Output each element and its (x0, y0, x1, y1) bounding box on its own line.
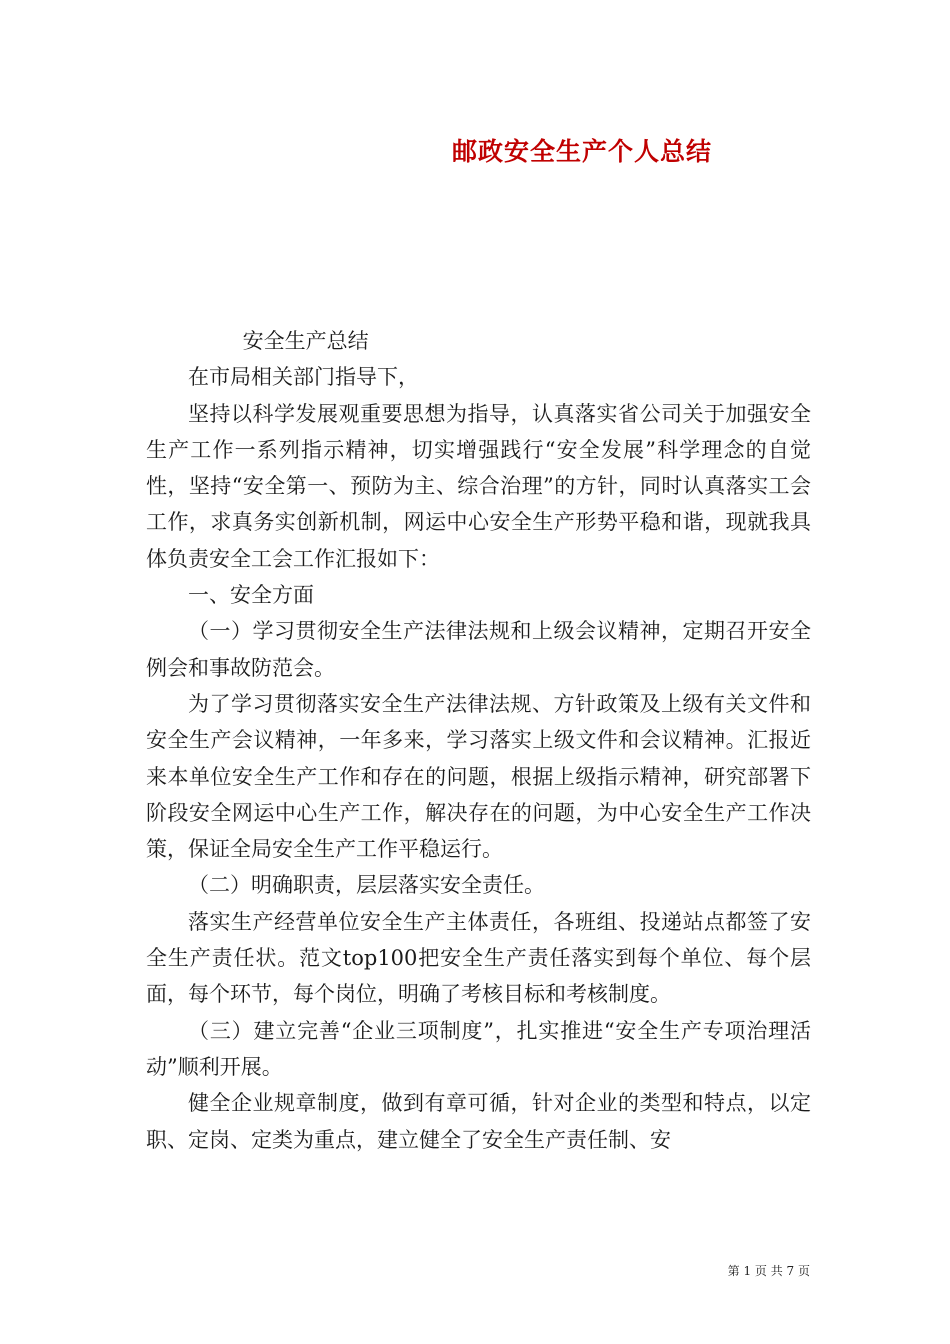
paragraph: （二）明确职责，层层落实安全责任。 (188, 873, 545, 898)
paragraph: 健全企业规章制度，做到有章可循，针对企业的类型和特点，以定职、定岗、定类为重点，建立健全了安全生产责任制、安 (146, 1091, 811, 1152)
paragraph: 为了学习贯彻落实安全生产法律法规、方针政策及上级有关文件和安全生产会议精神，一年多来，学习落实上级文件和会议精神。汇报近来本单位安全生产工作和存在的问题，根据上级指示精神，研究部署下阶段安全网运中心生产工作，解决存在的问题，为中心安全生产工作决策，保证全局安全生产工作平稳运行。 (146, 691, 811, 862)
section-heading: 安全生产总结 (242, 329, 369, 353)
paragraph: 一、安全方面 (188, 583, 314, 608)
page-number: 第 1 页 共 7 页 (727, 1264, 810, 1278)
paragraph: 坚持以科学发展观重要思想为指导，认真落实省公司关于加强安全生产工作一系列指示精神，切实增强践行“安全发展”科学理念的自觉性，坚持“安全第一、预防为主、综合治理”的方针，同时认真落实工会工作，求真务实创新机制，网运中心安全生产形势平稳和谐，现就我具体负责安全工会工作汇报如下： (146, 401, 811, 571)
paragraph: （三）建立完善“企业三项制度”，扎实推进“安全生产专项治理活动”顺利开展。 (146, 1018, 811, 1079)
paragraph: 落实生产经营单位安全生产主体责任，各班组、投递站点都签了安全生产责任状。范文top100把安全生产责任落实到每个单位、每个层面，每个环节，每个岗位，明确了考核目标和考核制度。 (146, 909, 811, 1007)
page-title: 邮政安全生产个人总结 (452, 137, 713, 166)
paragraph: 在市局相关部门指导下， (188, 365, 419, 390)
document-body (146, 323, 811, 1158)
paragraph: （一）学习贯彻安全生产法律法规和上级会议精神，定期召开安全例会和事故防范会。 (146, 619, 811, 680)
